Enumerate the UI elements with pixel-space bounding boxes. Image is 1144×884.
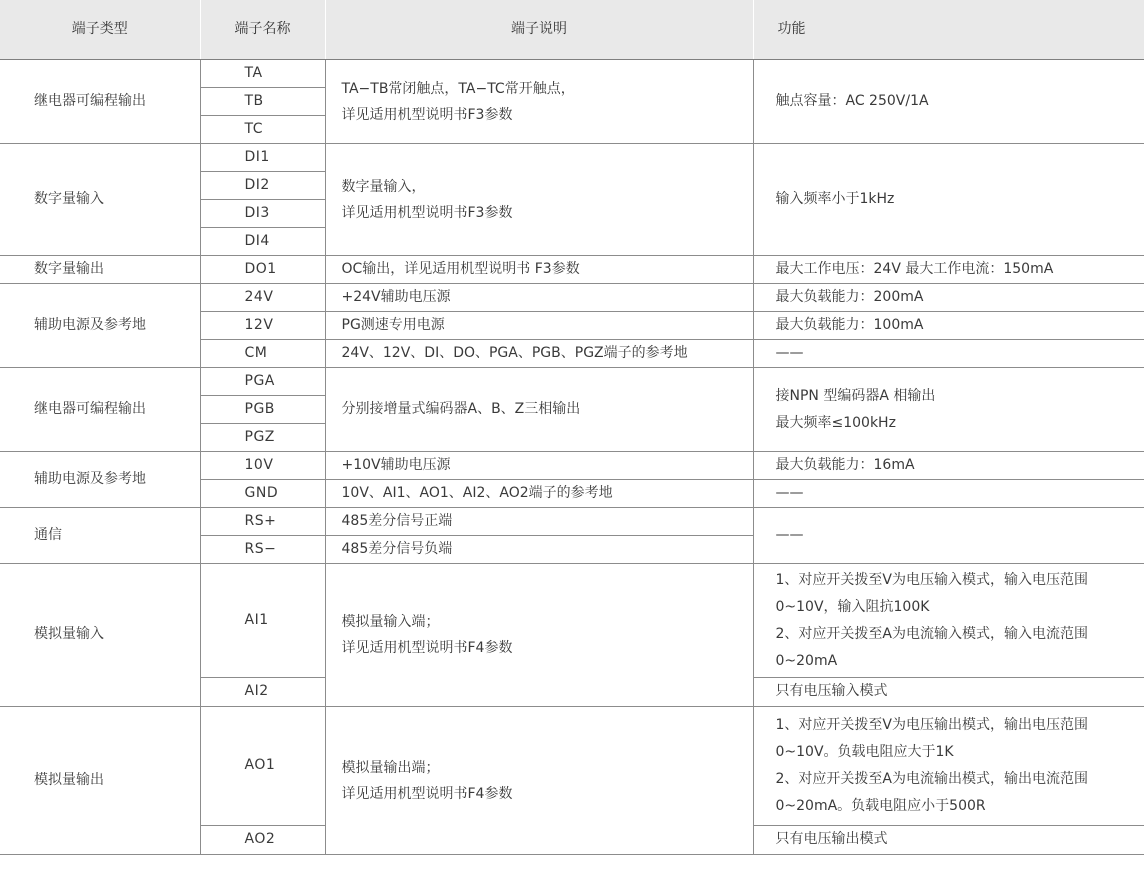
table-row xyxy=(0,368,1144,396)
terminal-name: DI1 xyxy=(200,144,325,172)
table-row xyxy=(0,256,1144,284)
terminal-type: 模拟量输入 xyxy=(0,564,200,707)
table-row xyxy=(0,508,1144,536)
terminal-func: —— xyxy=(753,508,1144,564)
terminal-name: TB xyxy=(200,88,325,116)
terminal-name: DO1 xyxy=(200,256,325,284)
terminal-func: 接NPN 型编码器A 相输出 最大频率≤100kHz xyxy=(753,368,1144,452)
header-name: 端子名称 xyxy=(200,0,325,60)
table-row xyxy=(0,144,1144,172)
terminal-func: 只有电压输出模式 xyxy=(753,826,1144,855)
terminal-name: GND xyxy=(200,480,325,508)
terminal-func: 触点容量：AC 250V/1A xyxy=(753,60,1144,144)
terminal-name: 24V xyxy=(200,284,325,312)
terminal-name: PGB xyxy=(200,396,325,424)
terminal-name: 12V xyxy=(200,312,325,340)
terminal-name: PGZ xyxy=(200,424,325,452)
table-row xyxy=(0,60,1144,88)
terminal-func: 最大负载能力：200mA xyxy=(753,284,1144,312)
terminal-func: 只有电压输入模式 xyxy=(753,678,1144,707)
table-row xyxy=(0,564,1144,678)
terminal-func: 最大负载能力：16mA xyxy=(753,452,1144,480)
terminal-name: DI4 xyxy=(200,228,325,256)
terminal-name: AI1 xyxy=(200,564,325,678)
terminal-desc: OC输出，详见适用机型说明书 F3参数 xyxy=(325,256,753,284)
terminal-desc: 模拟量输出端； 详见适用机型说明书F4参数 xyxy=(325,707,753,855)
terminal-name: TC xyxy=(200,116,325,144)
terminal-desc: 分别接增量式编码器A、B、Z三相输出 xyxy=(325,368,753,452)
terminal-name: DI3 xyxy=(200,200,325,228)
terminal-desc: 485差分信号负端 xyxy=(325,536,753,564)
terminal-desc: TA−TB常闭触点，TA−TC常开触点， 详见适用机型说明书F3参数 xyxy=(325,60,753,144)
terminal-name: AO2 xyxy=(200,826,325,855)
terminal-desc: 数字量输入， 详见适用机型说明书F3参数 xyxy=(325,144,753,256)
header-func: 功能 xyxy=(753,0,1144,60)
header-type: 端子类型 xyxy=(0,0,200,60)
table-row xyxy=(0,707,1144,826)
header-row xyxy=(0,0,1144,60)
terminal-name: DI2 xyxy=(200,172,325,200)
terminal-desc: +24V辅助电压源 xyxy=(325,284,753,312)
terminal-type: 数字量输出 xyxy=(0,256,200,284)
terminal-name: RS+ xyxy=(200,508,325,536)
terminal-func: 最大工作电压：24V 最大工作电流：150mA xyxy=(753,256,1144,284)
terminal-func: 最大负载能力：100mA xyxy=(753,312,1144,340)
terminal-name: PGA xyxy=(200,368,325,396)
terminal-func: 1、对应开关拨至V为电压输出模式，输出电压范围 0~10V。负载电阻应大于1K 2、对应开关拨至A为电流输出模式，输出电流范围 0~20mA。负载电阻应小于500R xyxy=(753,707,1144,826)
terminal-desc: 485差分信号正端 xyxy=(325,508,753,536)
terminal-desc: +10V辅助电压源 xyxy=(325,452,753,480)
terminal-func: 1、对应开关拨至V为电压输入模式，输入电压范围 0~10V，输入阻抗100K 2、对应开关拨至A为电流输入模式，输入电流范围 0~20mA xyxy=(753,564,1144,678)
terminal-name: RS− xyxy=(200,536,325,564)
terminal-desc: 10V、AI1、AO1、AI2、AO2端子的参考地 xyxy=(325,480,753,508)
terminal-type: 继电器可编程输出 xyxy=(0,60,200,144)
table-row xyxy=(0,452,1144,480)
terminal-func: 输入频率小于1kHz xyxy=(753,144,1144,256)
terminal-func: —— xyxy=(753,340,1144,368)
terminal-type: 通信 xyxy=(0,508,200,564)
terminal-name: CM xyxy=(200,340,325,368)
terminal-desc: 模拟量输入端； 详见适用机型说明书F4参数 xyxy=(325,564,753,707)
terminal-type: 继电器可编程输出 xyxy=(0,368,200,452)
terminal-desc: PG测速专用电源 xyxy=(325,312,753,340)
terminal-name: TA xyxy=(200,60,325,88)
terminal-func: —— xyxy=(753,480,1144,508)
table-row xyxy=(0,284,1144,312)
terminal-name: AO1 xyxy=(200,707,325,826)
terminal-type: 辅助电源及参考地 xyxy=(0,284,200,368)
terminal-type: 模拟量输出 xyxy=(0,707,200,855)
header-desc: 端子说明 xyxy=(325,0,753,60)
terminal-type: 数字量输入 xyxy=(0,144,200,256)
terminal-name: 10V xyxy=(200,452,325,480)
terminal-type: 辅助电源及参考地 xyxy=(0,452,200,508)
terminal-name: AI2 xyxy=(200,678,325,707)
terminal-desc: 24V、12V、DI、DO、PGA、PGB、PGZ端子的参考地 xyxy=(325,340,753,368)
